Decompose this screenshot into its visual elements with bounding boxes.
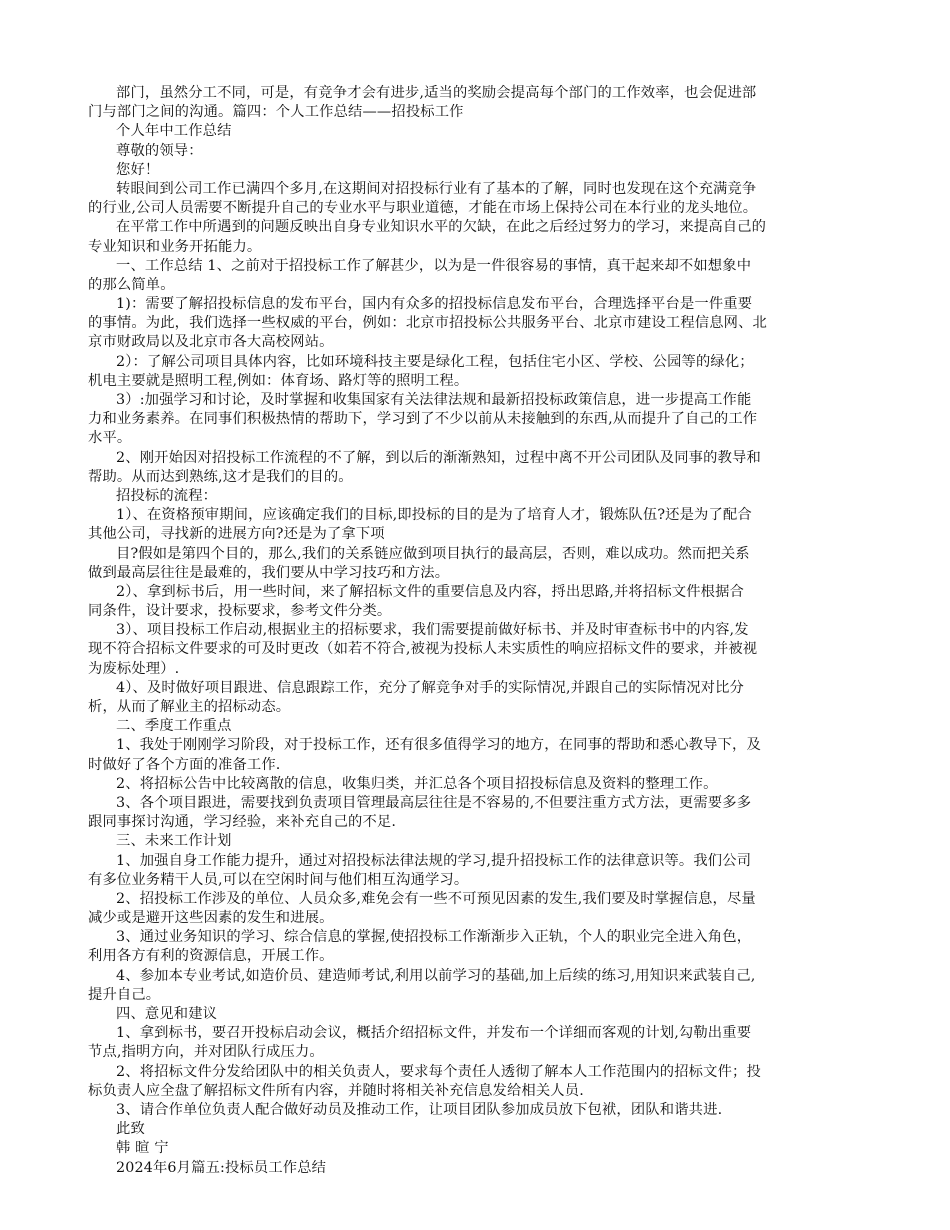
text-line: 1)：需要了解招投标信息的发布平台，国内有众多的招投标信息发布平台，合理选择平台是一件重要	[116, 296, 753, 313]
text-line: 的那么简单。	[88, 276, 175, 293]
text-line: 2、刚开始因对招投标工作流程的不了解，到以后的渐渐熟知，过程中离不开公司团队及同事的教导和	[116, 449, 761, 466]
text-line: 尊敬的领导：	[116, 142, 203, 159]
text-line: 3）、项目投标工作启动,根据业主的招标要求，我们需要提前做好标书、并及时审查标书中的内容,发	[116, 622, 749, 639]
text-line: 二、季度工作重点	[116, 718, 232, 735]
text-line: 您好！	[116, 161, 160, 178]
text-line: 韩 暄 宁	[116, 1140, 169, 1157]
text-line: 2）：了解公司项目具体内容，比如环境科技主要是绿化工程，包括住宅小区、学校、公园等的绿化；	[116, 353, 754, 370]
text-line: 标负责人应全盘了解招标文件所有内容，并随时将相关补充信息发给相关人员.	[88, 1082, 584, 1099]
text-line: 部门，虽然分工不同，可是，有竞争才会有进步,适当的奖励会提高每个部门的工作效率，也会促进部	[116, 85, 757, 101]
text-line: 3、请合作单位负责人配合做好动员及推动工作，让项目团队参加成员放下包袱，团队和谐共进.	[116, 1101, 723, 1118]
document-body	[88, 84, 868, 1178]
text-line: 2、招投标工作涉及的单位、人员众多,难免会有一些不可预见因素的发生,我们要及时掌握信息，尽量	[116, 890, 756, 907]
text-line: 提升自己。	[88, 986, 161, 1003]
text-line: 有多位业务精干人员,可以在空闲时间与他们相互沟通学习。	[88, 871, 469, 888]
text-line: 时做好了各个方面的准备工作.	[88, 756, 281, 773]
text-line: 节点,指明方向，并对团队行成压力。	[88, 1044, 324, 1061]
text-line: 转眼间到公司工作已满四个多月,在这期间对招投标行业有了基本的了解，同时也发现在这个充满竞争	[116, 180, 757, 197]
text-line: 为废标处理）.	[88, 660, 180, 677]
text-line: 帮助。从而达到熟练,这才是我们的目的。	[88, 468, 353, 485]
text-line: 目?假如是第四个目的，那么,我们的关系链应做到项目执行的最高层，否则，难以成功。然而把关系	[116, 545, 750, 562]
text-line: 力和业务素养。在同事们积极热情的帮助下，学习到了不少以前从未接触到的东西,从而提升了自己的工作	[88, 411, 758, 428]
text-line: 四、意见和建议	[116, 1006, 218, 1022]
text-line: 4、参加本专业考试,如造价员、建造师考试,利用以前学习的基础,加上后续的练习,用知识来武装自己,	[116, 967, 756, 984]
text-line: 其他公司，寻找新的进展方向?还是为了拿下项	[88, 526, 385, 543]
text-line: 同条件，设计要求，投标要求，参考文件分类。	[88, 603, 392, 620]
text-line: 三、未来工作计划	[116, 833, 232, 850]
text-line: 1）、在资格预审期间，应该确定我们的目标,即投标的目的是为了培育人才，锻炼队伍?还是为了配合	[116, 507, 752, 524]
text-line: 2、将招标文件分发给团队中的相关负责人，要求每个责任人透彻了解本人工作范围内的招标文件；投	[116, 1063, 761, 1080]
text-line: 的事情。为此，我们选择一些权威的平台，例如：北京市招投标公共服务平台、北京市建设工程信息网、北	[88, 315, 767, 332]
text-line: 门与部门之间的沟通。篇四：个人工作总结——招投标工作	[88, 104, 464, 121]
text-line: 的行业,公司人员需要不断提升自己的专业水平与职业道德，才能在市场上保持公司在本行业的龙头地位。	[88, 200, 758, 217]
text-line: 现不符合招标文件要求的可及时更改（如若不符合,被视为投标人未实质性的响应招标文件的要求，并被视	[88, 641, 758, 658]
text-line: 2）、拿到标书后，用一些时间，来了解招标文件的重要信息及内容，捋出思路,并将招标文件根据合	[116, 583, 745, 600]
text-line: 利用各方有利的资源信息，开展工作。	[88, 948, 334, 965]
text-line: 个人年中工作总结	[116, 123, 232, 140]
text-line: 做到最高层往往是最难的，我们要从中学习技巧和方法。	[88, 564, 450, 581]
text-line: 专业知识和业务开拓能力。	[88, 238, 262, 255]
text-line: 机电主要就是照明工程,例如：体育场、路灯等的照明工程。	[88, 372, 469, 389]
text-line: 跟同事探讨沟通，学习经验，来补充自己的不足.	[88, 814, 397, 831]
text-line: 2、将招标公告中比较离散的信息，收集归类，并汇总各个项目招投标信息及资料的整理工作。	[116, 775, 718, 792]
text-line: 3、通过业务知识的学习、综合信息的掌握,使招投标工作渐渐步入正轨，个人的职业完全进入角色，	[116, 929, 752, 946]
text-line: 3）:加强学习和讨论，及时掌握和收集国家有关法律法规和最新招投标政策信息，进一步提高工作能	[116, 392, 752, 408]
text-line: 1、拿到标书，要召开投标启动会议，概括介绍招标文件，并发布一个详细而客观的计划,勾勒出重要	[116, 1025, 752, 1042]
text-line: 4）、及时做好项目跟进、信息跟踪工作，充分了解竞争对手的实际情况,并跟自己的实际情况对比分	[116, 679, 745, 696]
text-line: 招投标的流程：	[116, 487, 218, 504]
text-line: 水平。	[88, 430, 132, 447]
text-line: 2024年6月篇五:投标员工作总结	[116, 1159, 327, 1176]
text-line: 3、各个项目跟进，需要找到负责项目管理最高层往往是不容易的,不但要注重方式方法，更需要多多	[116, 794, 752, 811]
text-line: 1、加强自身工作能力提升，通过对招投标法律法规的学习,提升招投标工作的法律意识等。我们公司	[116, 852, 752, 869]
text-line: 在平常工作中所遇到的问题反映出自身专业知识水平的欠缺，在此之后经过努力的学习，来提高自己的	[116, 219, 767, 236]
text-line: 减少或是避开这些因素的发生和进展。	[88, 910, 334, 927]
text-line: 京市财政局以及北京市各大高校网站。	[88, 334, 334, 351]
text-line: 析，从而了解业主的招标动态。	[88, 699, 291, 715]
text-line: 此致	[116, 1121, 145, 1138]
text-line: 1、我处于刚刚学习阶段，对于投标工作，还有很多值得学习的地方，在同事的帮助和悉心教导下，及	[116, 737, 761, 754]
text-line: 一、工作总结 1、之前对于招投标工作了解甚少，以为是一件很容易的事情，真干起来却不如想象中	[116, 257, 752, 274]
